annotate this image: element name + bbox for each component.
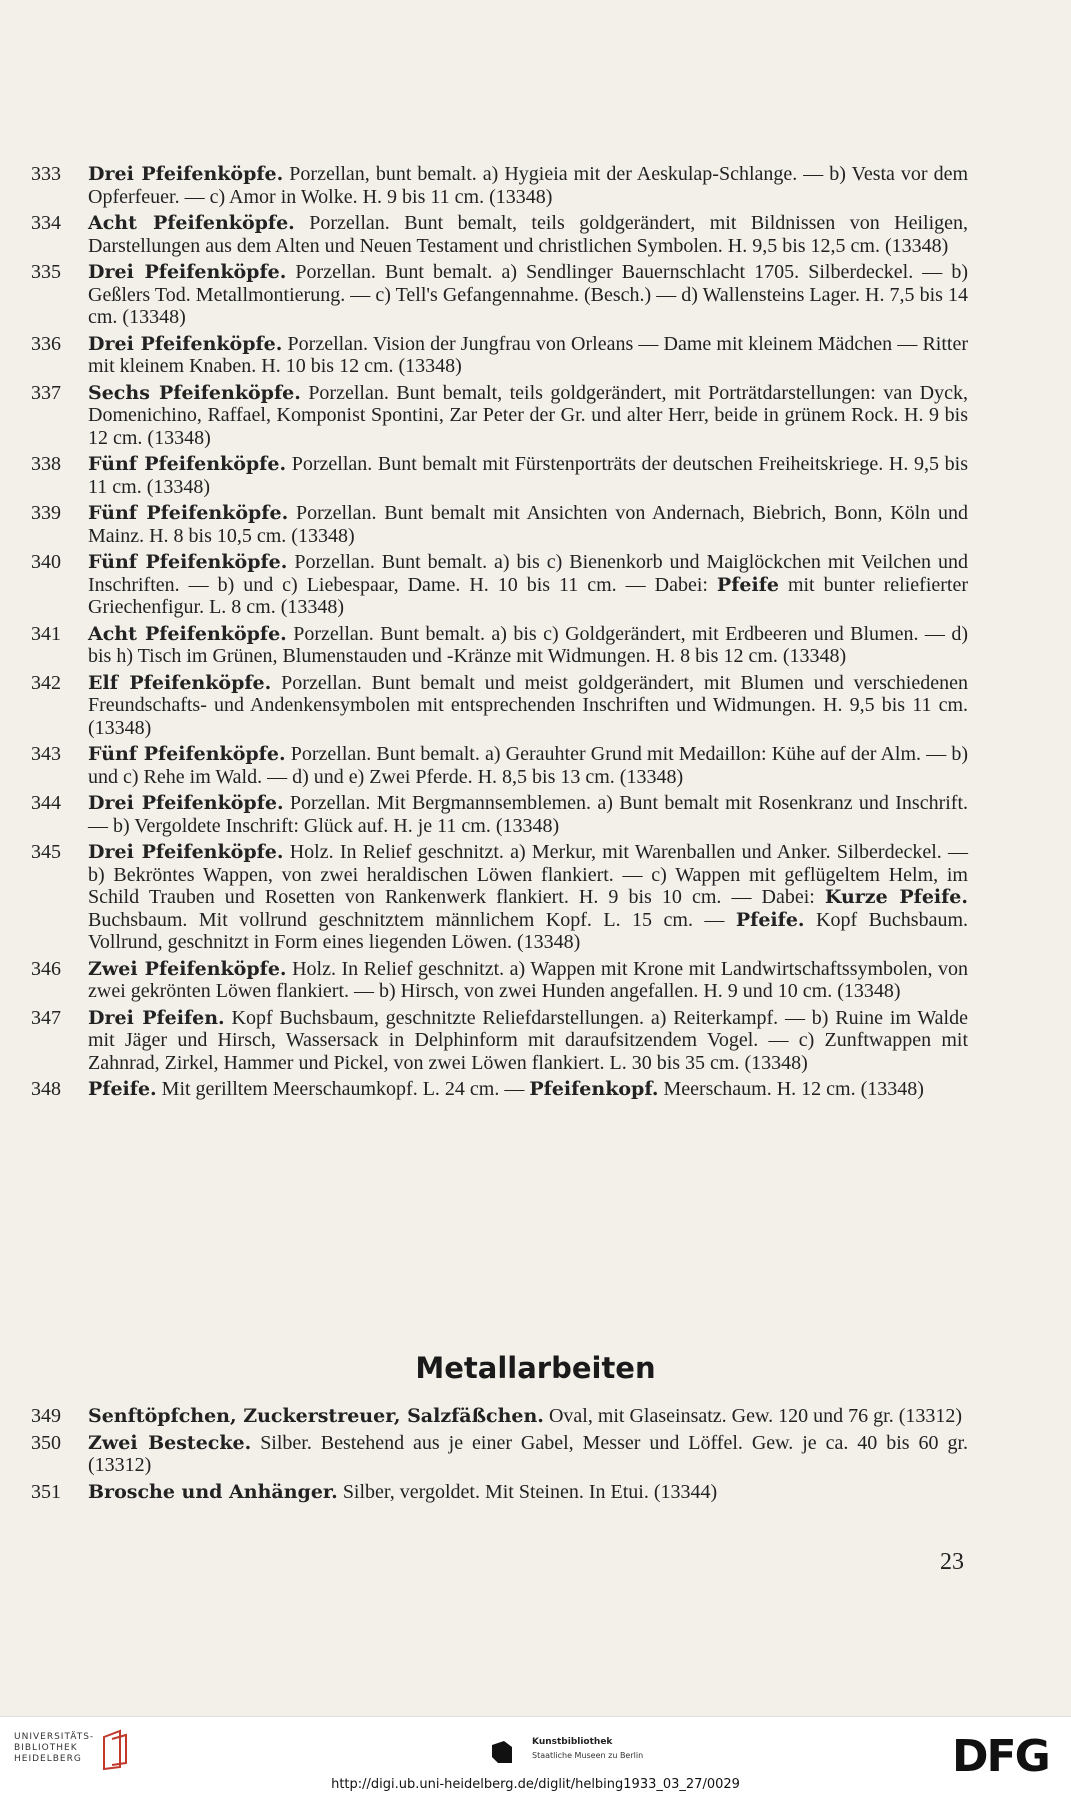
lot-title: Drei Pfeifenköpfe. (88, 163, 284, 185)
entries-list-metal (28, 1405, 968, 1507)
lot-description (88, 502, 968, 547)
lot-number: 351 (31, 1480, 61, 1503)
lot-text: mit bunter reliefierter Griechenfigur. L. 8 cm. (13348) (88, 573, 969, 618)
page-number: 23 (940, 1549, 964, 1575)
catalog-entry (28, 672, 968, 740)
lot-text: Porzellan. Bunt bemalt, teils goldgerändert, mit Porträtdarstellungen: van Dyck, Domenichino, Raffael, Komponist Spontini, Zar Peter der Gr. und alter Herr, beide in grünem Rock. H. 9 bis 12 cm. (13348) (88, 381, 968, 449)
lot-number: 346 (31, 957, 61, 980)
catalog-entry (28, 163, 968, 208)
lot-number: 334 (31, 212, 61, 234)
footer-bar (0, 1716, 1071, 1795)
lot-text: Buchsbaum. Mit vollrund geschnitztem männlichem Kopf. L. 15 cm. — (88, 908, 725, 931)
catalog-entry (28, 382, 968, 450)
catalog-entry (28, 958, 968, 1003)
lot-number: 344 (31, 792, 61, 814)
lot-text: Silber. Bestehend aus je einer Gabel, Messer und Löffel. Gew. je ca. 40 bis 60 gr. (13312) (88, 1431, 968, 1476)
catalog-entry (28, 1078, 968, 1101)
catalog-entry (28, 502, 968, 547)
lot-description (88, 1432, 968, 1477)
lot-number: 349 (31, 1405, 61, 1427)
lot-number: 340 (31, 551, 61, 573)
lot-text: Mit gerilltem Meerschaumkopf. L. 24 cm. — (161, 1078, 525, 1100)
lot-text: Oval, mit Glaseinsatz. Gew. 120 und 76 gr. (13312) (548, 1405, 963, 1427)
lot-text: Kopf Buchsbaum, geschnitzte Reliefdarstellungen. a) Reiterkampf. — b) Ruine im Walde mit Jäger und Hirsch, Wassersack in Delphinform mit daraufsitzendem Vogel. — c) Zunftwappen mit Zahnrad, Zirkel, Hammer und Pickel, von zwei Löwen flankiert. L. 30 bis 35 cm. (13348) (88, 1006, 968, 1074)
lot-number: 333 (31, 163, 61, 185)
catalog-entry (28, 841, 968, 954)
lot-title: Drei Pfeifenköpfe. (88, 332, 283, 355)
lot-description (88, 453, 968, 498)
uni-library-icon (100, 1729, 130, 1771)
lot-number: 339 (31, 502, 61, 524)
lot-title: Drei Pfeifen. (88, 1006, 225, 1029)
lot-description (88, 623, 968, 668)
lot-number: 341 (31, 622, 61, 645)
lot-description (88, 672, 968, 740)
lot-title: Acht Pfeifenköpfe. (88, 212, 295, 234)
uni-logo-line-3: HEIDELBERG (14, 1754, 82, 1764)
lot-text: Porzellan. Bunt bemalt, teils goldgerändert, mit Bildnissen von Heiligen, Darstellungen aus dem Alten und Neuen Testament und christlichen Symbolen. H. 9,5 bis 12,5 cm. (13348) (88, 212, 969, 257)
lot-title: Zwei Pfeifenköpfe. (88, 957, 287, 980)
lot-title: Fünf Pfeifenköpfe. (88, 743, 286, 765)
section-heading: Metallarbeiten (415, 1351, 656, 1385)
lot-number: 348 (31, 1078, 61, 1100)
lot-title: Fünf Pfeifenköpfe. (88, 453, 287, 475)
lot-title: Pfeife. (735, 908, 805, 931)
catalog-entry (28, 453, 968, 498)
lot-title: Drei Pfeifenköpfe. (88, 792, 284, 814)
lot-text: Porzellan. Vision der Jungfrau von Orleans — Dame mit kleinem Mädchen — Ritter mit kleinem Knaben. H. 10 bis 12 cm. (13348) (88, 332, 969, 377)
catalog-entry (28, 623, 968, 668)
lot-description (88, 841, 968, 954)
catalog-entry (28, 792, 968, 837)
catalog-entry (28, 743, 968, 788)
lot-text: Holz. In Relief geschnitzt. a) Merkur, mit Warenballen und Anker. Silberdeckel. — b) Bekröntes Wappen, von zwei heraldischen Löwen flankiert. — c) Wappen mit geflügeltem Helm, im Schild Trauben und Rosetten von Rankenwerk flankiert. H. 9 bis 10 cm. — Dabei: (88, 841, 969, 908)
kunstbibliothek-subtitle: Staatliche Museen zu Berlin (532, 1751, 644, 1760)
lot-description (88, 163, 968, 208)
lot-title: Fünf Pfeifenköpfe. (88, 551, 288, 573)
lot-title: Drei Pfeifenköpfe. (88, 261, 287, 283)
lot-description (88, 212, 968, 257)
lot-description (88, 1481, 968, 1504)
lot-number: 345 (31, 841, 61, 863)
dfg-logo[interactable]: DFG (952, 1731, 1049, 1782)
lot-number: 335 (31, 261, 61, 283)
catalog-entry (28, 1481, 968, 1504)
lot-title: Elf Pfeifenköpfe. (88, 671, 272, 694)
lot-description (88, 792, 968, 837)
kunstbibliothek-icon (490, 1739, 514, 1765)
lot-description (88, 958, 968, 1003)
lot-number: 342 (31, 671, 61, 694)
lot-number: 343 (31, 743, 61, 765)
catalog-entry (28, 212, 968, 257)
lot-text: Holz. In Relief geschnitzt. a) Wappen mit Krone mit Landwirtschaftssymbolen, von zwei gekrönten Löwen flankiert. — b) Hirsch, von zwei Hunden angefallen. H. 9 und 10 cm. (13348) (88, 957, 968, 1002)
lot-title: Pfeifenkopf. (529, 1078, 659, 1100)
catalog-entry (28, 1432, 968, 1477)
lot-description (88, 743, 968, 788)
lot-title: Pfeife. (88, 1078, 157, 1100)
lot-title: Senftöpfchen, Zuckerstreuer, Salzfäßchen. (88, 1405, 544, 1427)
lot-description (88, 1007, 968, 1075)
lot-title: Drei Pfeifenköpfe. (88, 841, 284, 863)
lot-title: Acht Pfeifenköpfe. (88, 622, 287, 645)
kunstbibliothek-title: Kunstbibliothek (532, 1737, 613, 1747)
lot-text: Porzellan. Bunt bemalt. a) bis c) Goldgerändert, mit Erdbeeren und Blumen. — d) bis h) Tisch im Grünen, Blumenstauden und -Kränze mit Widmungen. H. 8 bis 12 cm. (13348) (88, 622, 969, 667)
uni-logo-line-2: BIBLIOTHEK (14, 1743, 78, 1753)
lot-description (88, 551, 968, 619)
lot-description (88, 1405, 968, 1428)
lot-description (88, 382, 968, 450)
source-url-link[interactable]: http://digi.ub.uni-heidelberg.de/diglit/helbing1933_03_27/0029 (331, 1777, 740, 1792)
lot-text: Meerschaum. H. 12 cm. (13348) (663, 1078, 924, 1100)
lot-text: Porzellan. Bunt bemalt mit Fürstenporträts der deutschen Freiheitskriege. H. 9,5 bis 11 cm. (13348) (88, 453, 969, 498)
lot-description (88, 261, 968, 329)
lot-text: Porzellan. Bunt bemalt. a) Gerauhter Grund mit Medaillon: Kühe auf der Alm. — b) und c) Rehe im Wald. — d) und e) Zwei Pferde. H. 8,5 bis 13 cm. (13348) (88, 743, 968, 788)
lot-text: Porzellan, bunt bemalt. a) Hygieia mit der Aeskulap-Schlange. — b) Vesta vor dem Opferfeuer. — c) Amor in Wolke. H. 9 bis 11 cm. (13348) (88, 163, 969, 208)
uni-logo-line-1: UNIVERSITÄTS- (14, 1732, 95, 1742)
lot-text: Silber, vergoldet. Mit Steinen. In Etui. (13344) (342, 1480, 718, 1503)
lot-number: 336 (31, 332, 61, 355)
lot-text: Kopf Buchsbaum. Vollrund, geschnitzt in Form eines liegenden Löwen. (13348) (88, 908, 969, 953)
lot-number: 350 (31, 1431, 61, 1454)
lot-text: Porzellan. Bunt bemalt. a) Sendlinger Bauernschlacht 1705. Silberdeckel. — b) Geßlers Tod. Metallmontierung. — c) Tell's Gefangennahme. (Besch.) — d) Wallensteins Lager. H. 7,5 bis 14 cm. (13348) (88, 261, 969, 328)
lot-title: Fünf Pfeifenköpfe. (88, 502, 289, 524)
lot-text: Porzellan. Bunt bemalt und meist goldgerändert, mit Blumen und verschiedenen Freundschafts- und Andenkensymbolen mit entsprechenden Inschriften und Widmungen. H. 9,5 bis 11 cm. (13348) (88, 671, 968, 739)
entries-list (28, 163, 968, 1105)
lot-number: 338 (31, 453, 61, 475)
lot-number: 337 (31, 381, 61, 404)
lot-text: Porzellan. Bunt bemalt. a) bis c) Bienenkorb und Maiglöckchen mit Veilchen und Inschriften. — b) und c) Liebespaar, Dame. H. 10 bis 11 cm. — Dabei: (88, 551, 969, 596)
catalog-entry (28, 333, 968, 378)
lot-description (88, 1078, 968, 1101)
lot-text: Porzellan. Mit Bergmannsemblemen. a) Bunt bemalt mit Rosenkranz und Inschrift. — b) Vergoldete Inschrift: Glück auf. H. je 11 cm. (13348) (88, 792, 968, 837)
lot-description (88, 333, 968, 378)
catalog-entry (28, 1405, 968, 1428)
lot-title: Pfeife (716, 573, 779, 596)
lot-number: 347 (31, 1006, 61, 1029)
lot-text: Porzellan. Bunt bemalt mit Ansichten von Andernach, Biebrich, Bonn, Köln und Mainz. H. 8 bis 10,5 cm. (13348) (88, 502, 968, 547)
lot-title: Sechs Pfeifenköpfe. (88, 381, 301, 404)
lot-title: Brosche und Anhänger. (88, 1480, 338, 1503)
lot-title: Zwei Bestecke. (88, 1431, 252, 1454)
catalog-entry (28, 551, 968, 619)
catalog-entry (28, 1007, 968, 1075)
lot-title: Kurze Pfeife. (824, 886, 969, 908)
catalog-entry (28, 261, 968, 329)
